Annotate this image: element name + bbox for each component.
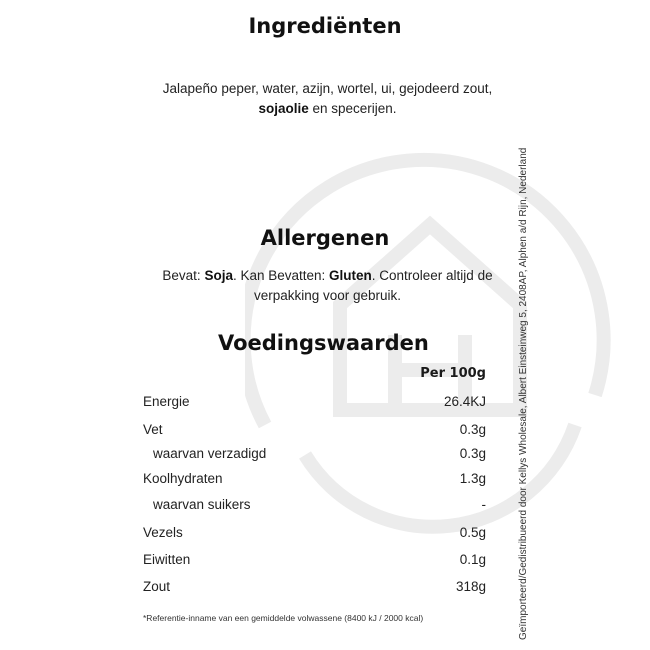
nutrition-title: Voedingswaarden [218,331,429,355]
nutrition-value: 0.5g [459,525,486,540]
ingredients-allergen-bold: sojaolie [258,101,309,116]
allergen-soja: Soja [204,268,233,283]
nutrition-row [143,497,486,517]
nutrition-value: 0.3g [459,422,486,437]
ingredients-title: Ingrediënten [248,14,402,38]
nutrition-label: Zout [143,579,171,594]
nutrition-label: Vezels [143,525,183,540]
nutrition-column-header: Per 100g [420,366,486,381]
ingredients-text [140,79,515,119]
nutrition-value: 1.3g [459,471,486,486]
nutrition-row [143,525,486,545]
allergens-prefix: Bevat: [162,268,205,283]
nutrition-label: Vet [143,422,163,437]
nutrition-label: waarvan verzadigd [153,446,267,461]
nutrition-value: 0.3g [459,446,486,461]
nutrition-value: - [481,497,486,512]
nutrition-label: Energie [143,394,190,409]
ingredients-line2: en specerijen. [308,101,397,116]
nutrition-row [143,579,486,599]
nutrition-row [143,422,486,442]
nutrition-value: 0.1g [459,552,486,567]
nutrition-row [143,552,486,572]
allergens-title: Allergenen [260,226,390,250]
nutrition-row [143,394,486,414]
allergens-suffix: . Controleer altijd de [371,268,493,283]
nutrition-label: waarvan suikers [153,497,251,512]
nutrition-footnote: *Referentie-inname van een gemiddelde volwassene (8400 kJ / 2000 kcal) [143,613,424,623]
nutrition-row [143,446,486,466]
nutrition-value: 26.4KJ [443,394,486,409]
allergens-line2: verpakking voor gebruik. [253,288,402,303]
nutrition-row [143,471,486,491]
nutrition-label: Koolhydraten [143,471,223,486]
ingredients-line1: Jalapeño peper, water, azijn, wortel, ui, gejodeerd zout, [162,81,493,96]
allergens-text [140,266,515,306]
nutrition-label: Eiwitten [143,552,191,567]
allergen-gluten: Gluten [329,268,372,283]
importer-side-text: Geïmporteerd/Gedistribueerd door Kellys Wholesale, Albert Einsteinweg 5, 2408AP, Alphen a/d Rijn, Nederland [518,147,529,640]
nutrition-value: 318g [455,579,486,594]
allergens-mid: . Kan Bevatten: [232,268,330,283]
